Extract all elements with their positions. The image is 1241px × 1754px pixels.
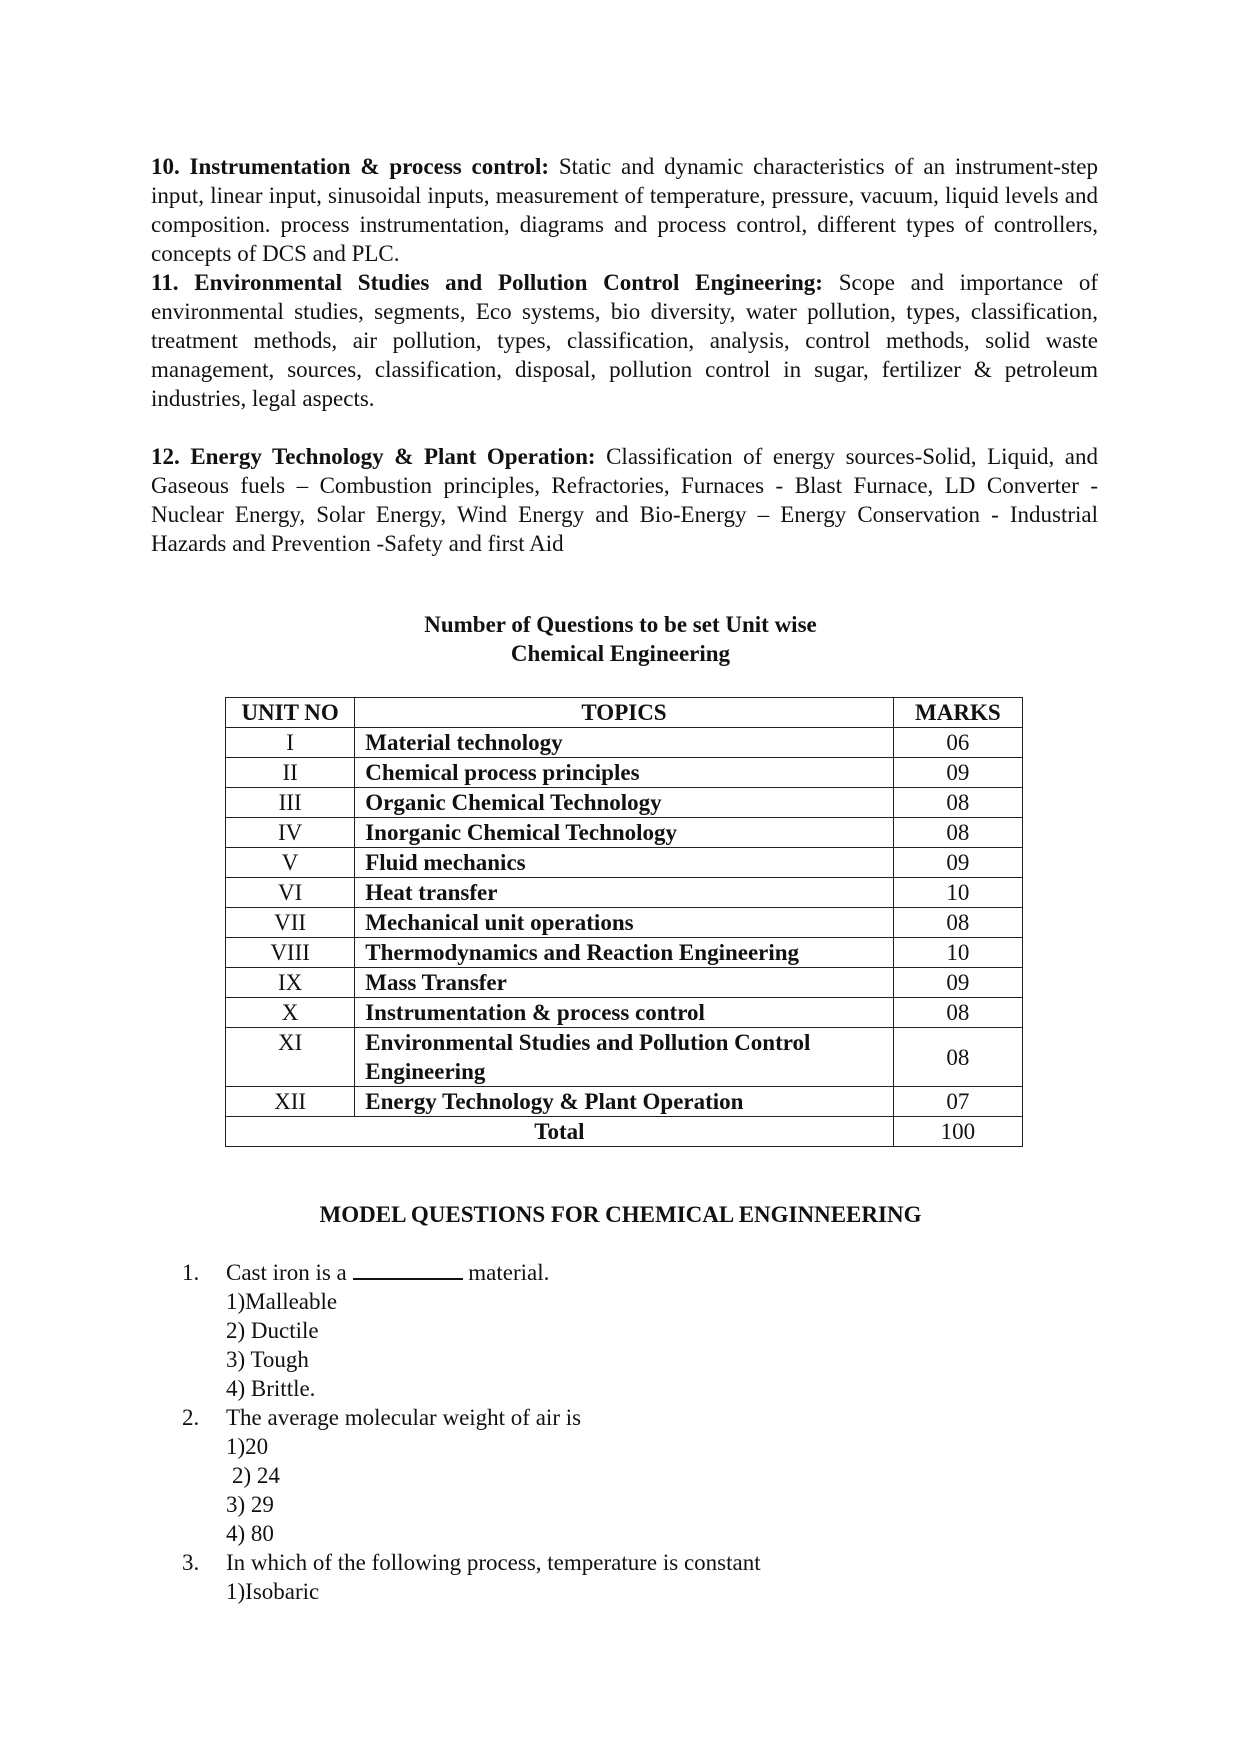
unit-cell: II bbox=[226, 758, 355, 788]
table-title-line-2: Chemical Engineering bbox=[510, 641, 731, 666]
question-2 bbox=[182, 1403, 982, 1548]
syllabus-text: Static and dynamic characteristics of an instrument-step input, linear input, sinusoidal inputs, measurement of temperature, pressure, vacuum, liquid levels and composition. process instrumentation, diagrams and process control, different types of controllers, concepts of DCS and PLC. bbox=[151, 154, 1098, 266]
total-marks: 100 bbox=[893, 1117, 1022, 1147]
topic-cell: Inorganic Chemical Technology bbox=[355, 818, 894, 848]
marks-cell: 08 bbox=[893, 998, 1022, 1028]
table-row bbox=[226, 1087, 1023, 1117]
syllabus-section bbox=[151, 152, 1098, 558]
option: 1)20 bbox=[226, 1434, 269, 1459]
marks-cell: 09 bbox=[893, 848, 1022, 878]
topic-cell: Energy Technology & Plant Operation bbox=[355, 1087, 894, 1117]
question-text-end: material. bbox=[462, 1260, 550, 1285]
table-title bbox=[0, 610, 1241, 668]
syllabus-text: Scope and importance of environmental studies, segments, Eco systems, bio diversity, water pollution, types, classification, treatment methods, air pollution, types, classification, analysis, control methods, solid waste management, sources, classification, disposal, pollution control in sugar, fertilizer & petroleum industries, legal aspects. bbox=[151, 270, 1099, 411]
syllabus-item-11 bbox=[151, 268, 1098, 413]
topic-cell: Thermodynamics and Reaction Engineering bbox=[355, 938, 894, 968]
question-number: 1. bbox=[182, 1260, 200, 1285]
unit-cell: XII bbox=[226, 1087, 355, 1117]
topic-cell: Fluid mechanics bbox=[355, 848, 894, 878]
table-header-row bbox=[226, 698, 1023, 728]
marks-cell: 09 bbox=[893, 968, 1022, 998]
unit-cell: VI bbox=[226, 878, 355, 908]
question-1 bbox=[182, 1258, 982, 1403]
option: 3) Tough bbox=[226, 1347, 309, 1372]
unit-marks-table bbox=[225, 697, 1023, 1147]
marks-cell: 08 bbox=[893, 1028, 1022, 1087]
syllabus-heading: 12. Energy Technology & Plant Operation: bbox=[151, 444, 596, 469]
marks-cell: 09 bbox=[893, 758, 1022, 788]
topic-cell: Material technology bbox=[355, 728, 894, 758]
table-total-row bbox=[226, 1117, 1023, 1147]
option: 4) 80 bbox=[226, 1521, 274, 1546]
question-number: 3. bbox=[182, 1550, 200, 1575]
unit-cell: XI bbox=[226, 1028, 355, 1087]
unit-cell: I bbox=[226, 728, 355, 758]
option: 2) Ductile bbox=[226, 1318, 319, 1343]
option: 3) 29 bbox=[226, 1492, 274, 1517]
table-row bbox=[226, 1028, 1023, 1087]
syllabus-heading: 11. Environmental Studies and Pollution Control Engineering: bbox=[151, 270, 823, 295]
option: 1)Malleable bbox=[226, 1289, 338, 1314]
option: 4) Brittle. bbox=[226, 1376, 316, 1401]
syllabus-item-12 bbox=[151, 442, 1098, 558]
table-row bbox=[226, 758, 1023, 788]
marks-cell: 08 bbox=[893, 818, 1022, 848]
marks-cell: 07 bbox=[893, 1087, 1022, 1117]
question-3 bbox=[182, 1548, 982, 1606]
table-row bbox=[226, 818, 1023, 848]
header-topics: TOPICS bbox=[355, 698, 894, 728]
marks-cell: 08 bbox=[893, 788, 1022, 818]
topic-cell: Heat transfer bbox=[355, 878, 894, 908]
question-text: The average molecular weight of air is bbox=[226, 1405, 582, 1430]
marks-cell: 10 bbox=[893, 878, 1022, 908]
table-row bbox=[226, 728, 1023, 758]
model-questions-title: MODEL QUESTIONS FOR CHEMICAL ENGINNEERING bbox=[319, 1202, 922, 1227]
table-row bbox=[226, 848, 1023, 878]
unit-cell: IX bbox=[226, 968, 355, 998]
syllabus-item-10 bbox=[151, 152, 1098, 268]
table-row bbox=[226, 908, 1023, 938]
header-unit-no: UNIT NO bbox=[226, 698, 355, 728]
fill-in-blank bbox=[353, 1258, 463, 1280]
syllabus-heading: 10. Instrumentation & process control: bbox=[151, 154, 550, 179]
topic-cell: Instrumentation & process control bbox=[355, 998, 894, 1028]
topic-cell: Mechanical unit operations bbox=[355, 908, 894, 938]
table-row bbox=[226, 938, 1023, 968]
header-marks: MARKS bbox=[893, 698, 1022, 728]
question-text-start: Cast iron is a bbox=[226, 1260, 353, 1285]
syllabus-text: Classification of energy sources-Solid, Liquid, and Gaseous fuels – Combustion principles, Refractories, Furnaces - Blast Furnace, LD Converter - Nuclear Energy, Solar Energy, Wind Energy and Bio-Energy – Energy Conservation - Industrial Hazards and Prevention -Safety and first Aid bbox=[151, 444, 1098, 556]
unit-cell: V bbox=[226, 848, 355, 878]
unit-cell: X bbox=[226, 998, 355, 1028]
topic-cell: Environmental Studies and Pollution Control Engineering bbox=[355, 1028, 894, 1087]
total-label: Total bbox=[226, 1117, 894, 1147]
option: 2) 24 bbox=[232, 1463, 280, 1488]
unit-cell: VIII bbox=[226, 938, 355, 968]
unit-cell: IV bbox=[226, 818, 355, 848]
table-row bbox=[226, 878, 1023, 908]
table-row bbox=[226, 998, 1023, 1028]
table-row bbox=[226, 788, 1023, 818]
topic-cell: Chemical process principles bbox=[355, 758, 894, 788]
question-text: In which of the following process, temperature is constant bbox=[226, 1550, 761, 1575]
topic-cell: Organic Chemical Technology bbox=[355, 788, 894, 818]
unit-cell: VII bbox=[226, 908, 355, 938]
marks-cell: 06 bbox=[893, 728, 1022, 758]
topic-cell: Mass Transfer bbox=[355, 968, 894, 998]
marks-cell: 10 bbox=[893, 938, 1022, 968]
table-title-line-1: Number of Questions to be set Unit wise bbox=[424, 612, 817, 637]
question-list bbox=[182, 1258, 982, 1606]
option: 1)Isobaric bbox=[226, 1579, 320, 1604]
marks-cell: 08 bbox=[893, 908, 1022, 938]
table-row bbox=[226, 968, 1023, 998]
question-number: 2. bbox=[182, 1405, 200, 1430]
unit-cell: III bbox=[226, 788, 355, 818]
